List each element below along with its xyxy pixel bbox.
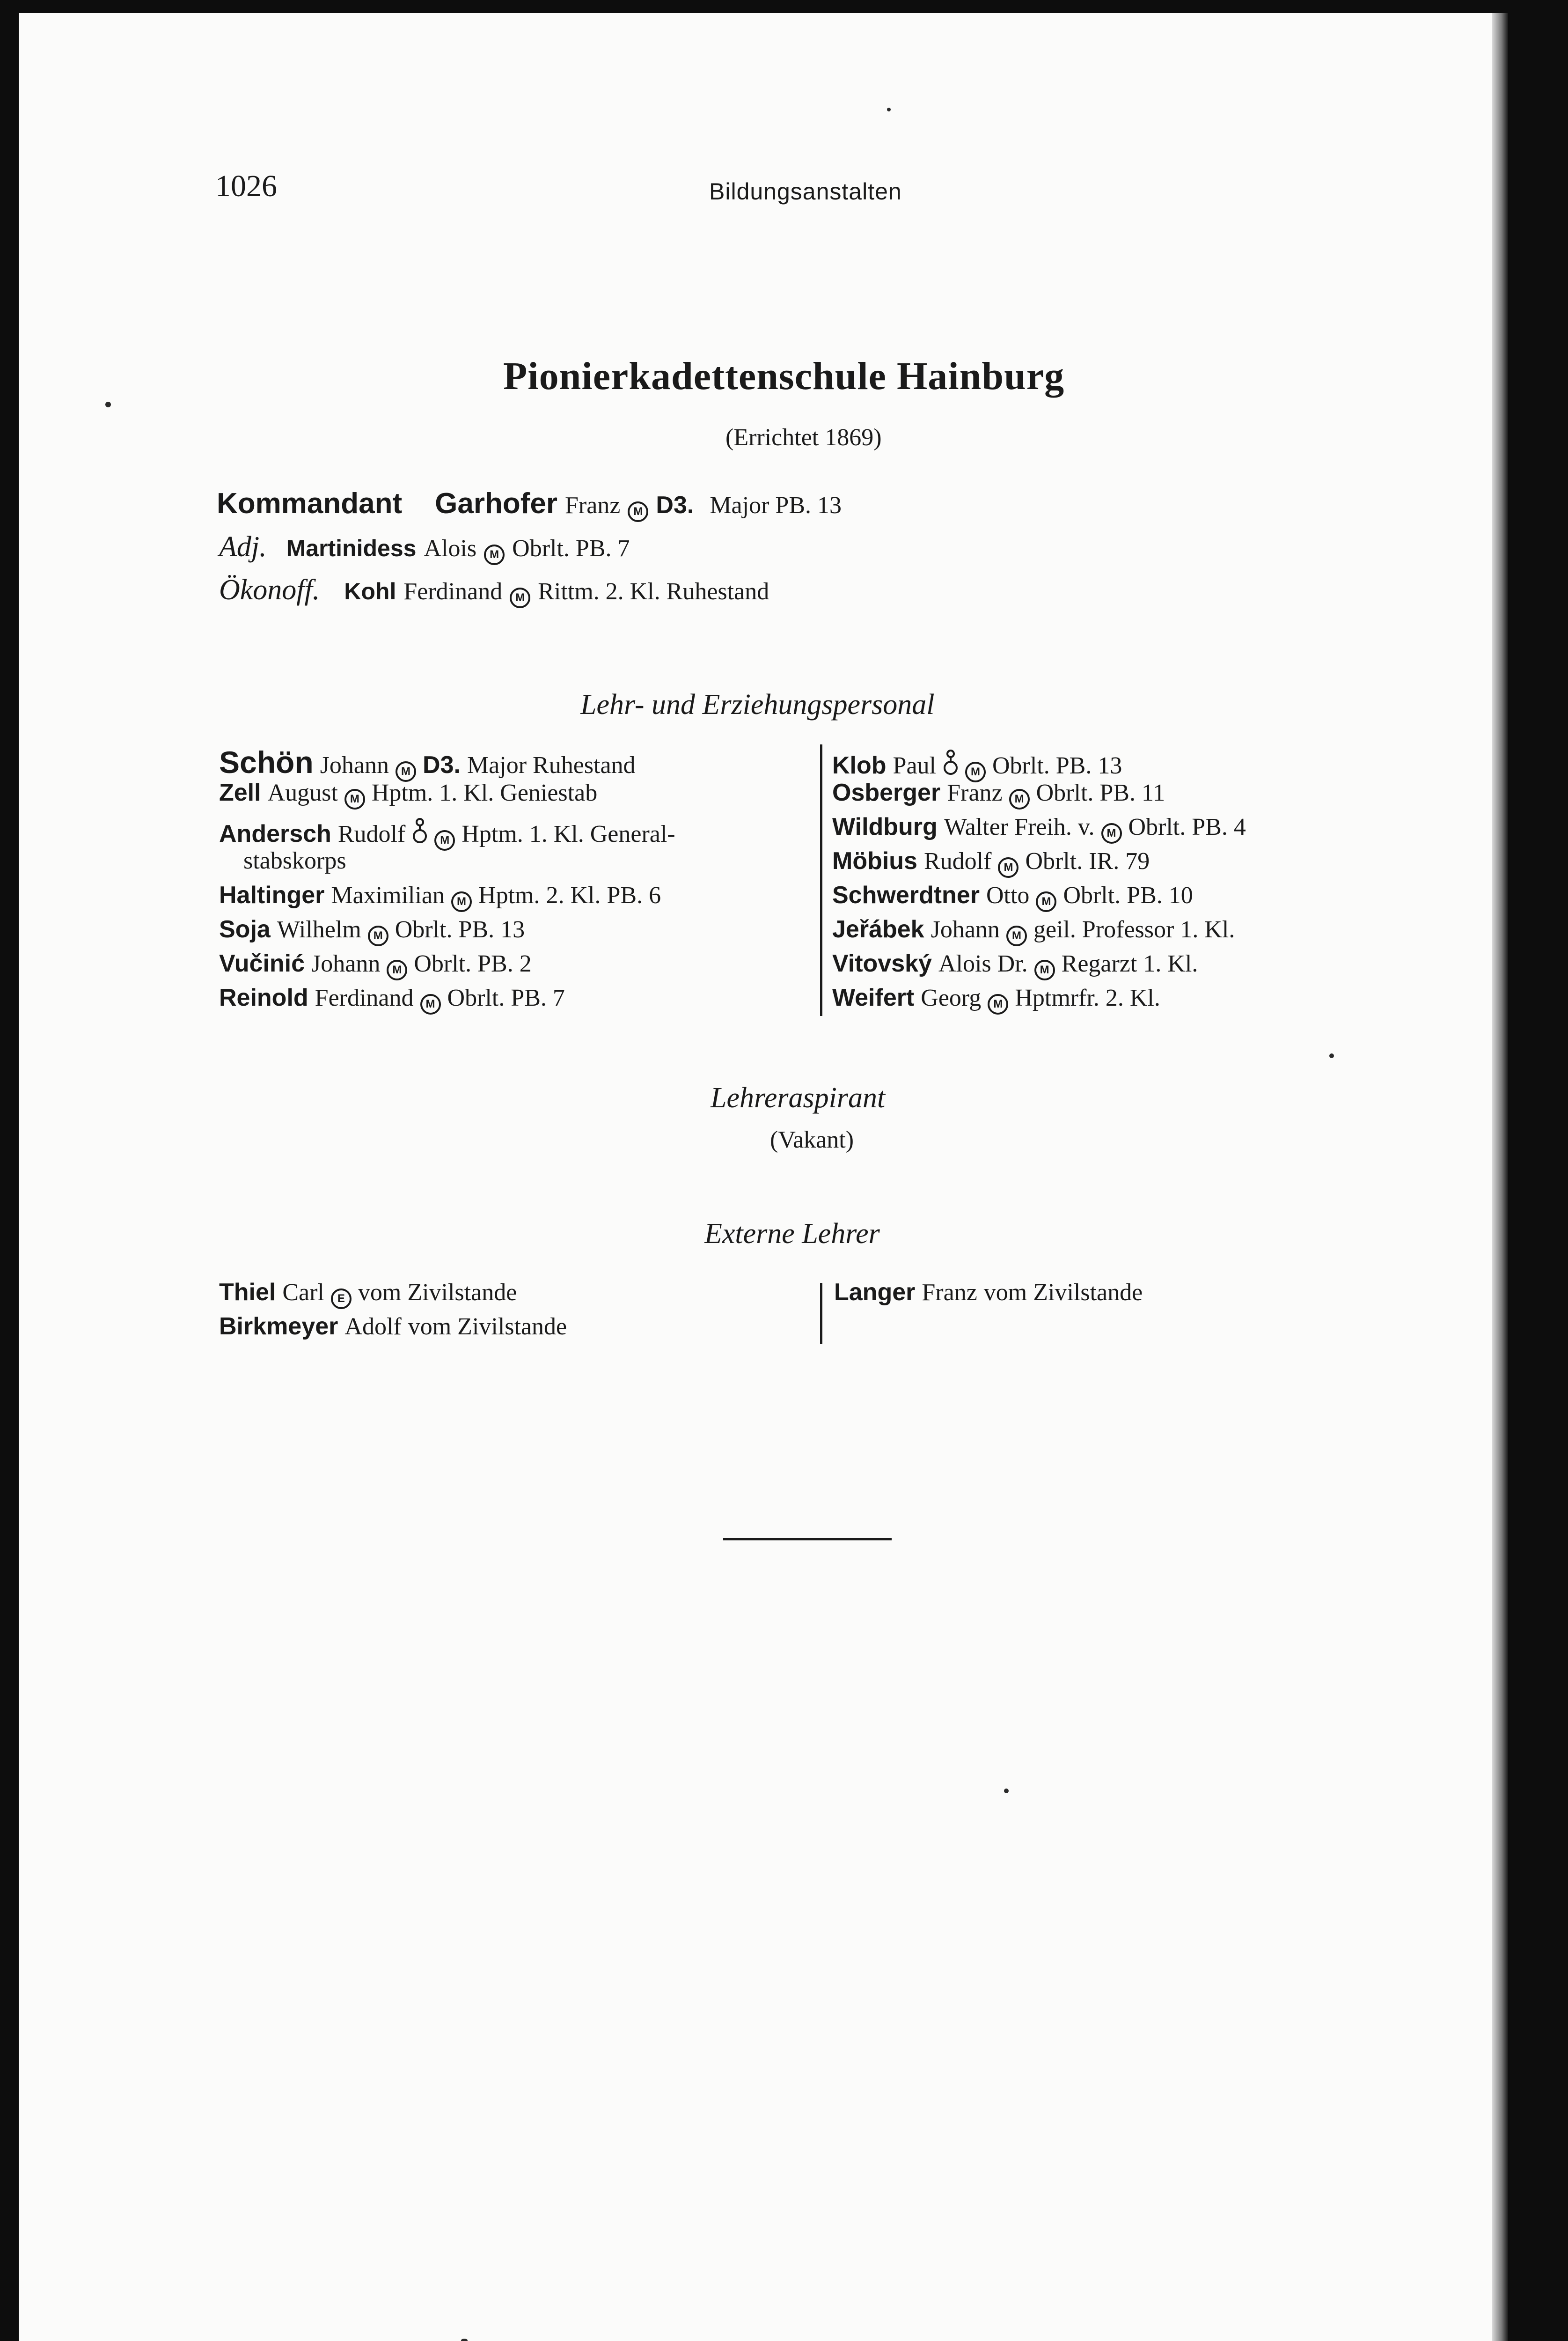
staff-details: Obrlt. PB. 7	[447, 985, 565, 1011]
staff-surname: Schön	[219, 745, 314, 780]
staff-given: Franz	[947, 780, 1003, 806]
order-cross-icon	[412, 817, 428, 853]
military-merit-badge-icon: M	[988, 994, 1008, 1015]
external-entry	[219, 1312, 567, 1347]
military-merit-badge-icon: M	[396, 761, 416, 782]
military-merit-badge-icon: M	[965, 762, 986, 782]
staff-entry	[219, 915, 675, 950]
adjutant-details: Obrlt. PB. 7	[512, 535, 630, 562]
staff-entry	[219, 779, 675, 813]
oekonom-surname: Kohl	[344, 578, 396, 604]
adjutant-line	[219, 530, 630, 564]
external-surname: Birkmeyer	[219, 1313, 338, 1340]
staff-decoration: D3.	[423, 751, 461, 779]
staff-surname: Klob	[832, 752, 887, 779]
staff-entry	[832, 744, 1246, 779]
staff-surname: Jeřábek	[832, 916, 924, 943]
staff-entry	[219, 984, 675, 1018]
page-number: 1026	[215, 169, 277, 203]
staff-details: Obrlt. IR. 79	[1025, 848, 1150, 875]
staff-details: Obrlt. PB. 4	[1128, 814, 1246, 840]
page-title: Pionierkadettenschule Hainburg	[503, 354, 1065, 398]
external-given: Franz	[922, 1279, 977, 1306]
staff-given: Rudolf	[923, 848, 992, 875]
military-merit-badge-icon: M	[387, 960, 407, 980]
aspirant-note: (Vakant)	[770, 1126, 854, 1153]
staff-surname: Andersch	[219, 820, 331, 847]
staff-entry	[219, 881, 675, 915]
military-merit-badge-icon: M	[1009, 789, 1030, 810]
order-cross-icon	[943, 749, 959, 784]
staff-surname: Zell	[219, 779, 261, 806]
staff-details: Obrlt. PB. 11	[1036, 780, 1165, 806]
staff-given: Johann	[931, 916, 1000, 943]
staff-entry-continuation	[219, 847, 675, 881]
staff-details: Obrlt. PB. 10	[1063, 882, 1193, 909]
military-merit-badge-icon: M	[1101, 823, 1122, 844]
commander-given: Franz	[564, 492, 621, 519]
scan-speck	[105, 402, 111, 407]
staff-details: geil. Professor 1. Kl.	[1033, 916, 1235, 943]
oekonom-line	[219, 574, 769, 607]
external-given: Adolf	[344, 1313, 402, 1340]
staff-surname: Soja	[219, 916, 271, 943]
external-list-left	[219, 1278, 567, 1347]
staff-surname: Haltinger	[219, 882, 325, 909]
page-subtitle: (Errichtet 1869)	[725, 424, 882, 451]
military-merit-badge-icon: M	[1036, 891, 1056, 912]
commander-details: Major PB. 13	[710, 492, 842, 519]
scan-speck	[461, 2339, 468, 2341]
staff-given: Georg	[921, 985, 982, 1011]
staff-details: stabskorps	[243, 847, 346, 874]
staff-entry	[832, 915, 1246, 950]
military-merit-badge-icon: M	[998, 857, 1018, 878]
military-merit-badge-icon: M	[628, 501, 648, 522]
staff-given: Maximilian	[331, 882, 445, 909]
staff-surname: Vučinić	[219, 950, 305, 977]
staff-list-right	[832, 744, 1246, 1018]
military-merit-badge-icon: M	[1034, 960, 1055, 980]
section-heading-external: Externe Lehrer	[704, 1218, 880, 1250]
staff-details: Obrlt. PB. 13	[395, 916, 525, 943]
staff-given: Rudolf	[337, 821, 406, 847]
staff-given: Alois Dr.	[938, 950, 1028, 977]
staff-entry	[832, 847, 1246, 881]
staff-details: Major Ruhestand	[467, 752, 636, 779]
oekonom-label: Ökonoff.	[219, 574, 320, 606]
scan-speck	[887, 108, 891, 111]
commander-decoration: D3.	[656, 492, 694, 519]
external-details: vom Zivilstande	[983, 1279, 1143, 1306]
external-surname: Langer	[834, 1279, 916, 1306]
staff-given: August	[267, 780, 338, 806]
scan-speck	[1004, 1789, 1009, 1793]
staff-surname: Reinold	[219, 984, 308, 1011]
staff-details: Hptm. 1. Kl. Geniestab	[371, 780, 598, 806]
commander-label: Kommandant	[217, 487, 403, 520]
section-heading-staff: Lehr- und Erziehungspersonal	[580, 689, 935, 721]
running-head: Bildungsanstalten	[709, 178, 902, 205]
oekonom-details: Rittm. 2. Kl. Ruhestand	[538, 578, 769, 605]
staff-details: Hptmrfr. 2. Kl.	[1015, 985, 1160, 1011]
military-merit-badge-icon: M	[434, 830, 455, 851]
adjutant-surname: Martinidess	[286, 535, 417, 561]
external-details: vom Zivilstande	[408, 1313, 567, 1340]
staff-details: Hptm. 2. Kl. PB. 6	[478, 882, 661, 909]
external-surname: Thiel	[219, 1279, 276, 1306]
closing-rule	[723, 1538, 892, 1540]
staff-surname: Wildburg	[832, 813, 938, 840]
staff-entry	[832, 984, 1246, 1018]
page-edge-shadow	[1492, 13, 1508, 2341]
military-merit-badge-icon: M	[510, 588, 530, 608]
section-heading-aspirant: Lehreraspirant	[711, 1082, 886, 1114]
external-entry	[219, 1278, 567, 1312]
military-merit-badge-icon: M	[344, 789, 365, 810]
staff-surname: Möbius	[832, 847, 917, 875]
staff-entry	[219, 744, 675, 779]
staff-details: Obrlt. PB. 13	[992, 752, 1122, 779]
column-divider	[820, 744, 822, 1016]
commander-line	[217, 487, 842, 520]
military-merit-badge-icon: M	[1006, 926, 1027, 946]
staff-surname: Weifert	[832, 984, 915, 1011]
staff-surname: Osberger	[832, 779, 941, 806]
staff-entry	[219, 813, 675, 847]
adjutant-given: Alois	[424, 535, 477, 562]
staff-details: Regarzt 1. Kl.	[1061, 950, 1198, 977]
staff-surname: Vitovský	[832, 950, 932, 977]
badge-e-icon: E	[331, 1288, 352, 1309]
external-list-right	[834, 1278, 1143, 1312]
external-details: vom Zivilstande	[358, 1279, 517, 1306]
staff-list-left	[219, 744, 675, 1018]
staff-given: Wilhelm	[277, 916, 361, 943]
staff-entry	[219, 950, 675, 984]
military-merit-badge-icon: M	[484, 545, 505, 565]
staff-given: Johann	[311, 950, 381, 977]
staff-entry	[832, 813, 1246, 847]
adjutant-label: Adj.	[219, 531, 267, 563]
staff-entry	[832, 779, 1246, 813]
external-given: Carl	[282, 1279, 324, 1306]
staff-given: Walter Freih. v.	[944, 814, 1095, 840]
military-merit-badge-icon: M	[368, 926, 388, 946]
military-merit-badge-icon: M	[451, 891, 472, 912]
staff-details: Obrlt. PB. 2	[414, 950, 532, 977]
staff-surname: Schwerdtner	[832, 882, 980, 909]
military-merit-badge-icon: M	[420, 994, 441, 1015]
staff-given: Ferdinand	[315, 985, 414, 1011]
staff-details: Hptm. 1. Kl. General-	[462, 821, 675, 847]
staff-given: Paul	[893, 752, 936, 779]
scan-speck	[1329, 1053, 1334, 1058]
commander-surname: Garhofer	[435, 487, 557, 520]
oekonom-given: Ferdinand	[403, 578, 503, 605]
staff-given: Otto	[986, 882, 1030, 909]
staff-entry	[832, 950, 1246, 984]
staff-entry	[832, 881, 1246, 915]
external-entry	[834, 1278, 1143, 1312]
staff-given: Johann	[320, 752, 389, 779]
column-divider	[820, 1283, 822, 1344]
